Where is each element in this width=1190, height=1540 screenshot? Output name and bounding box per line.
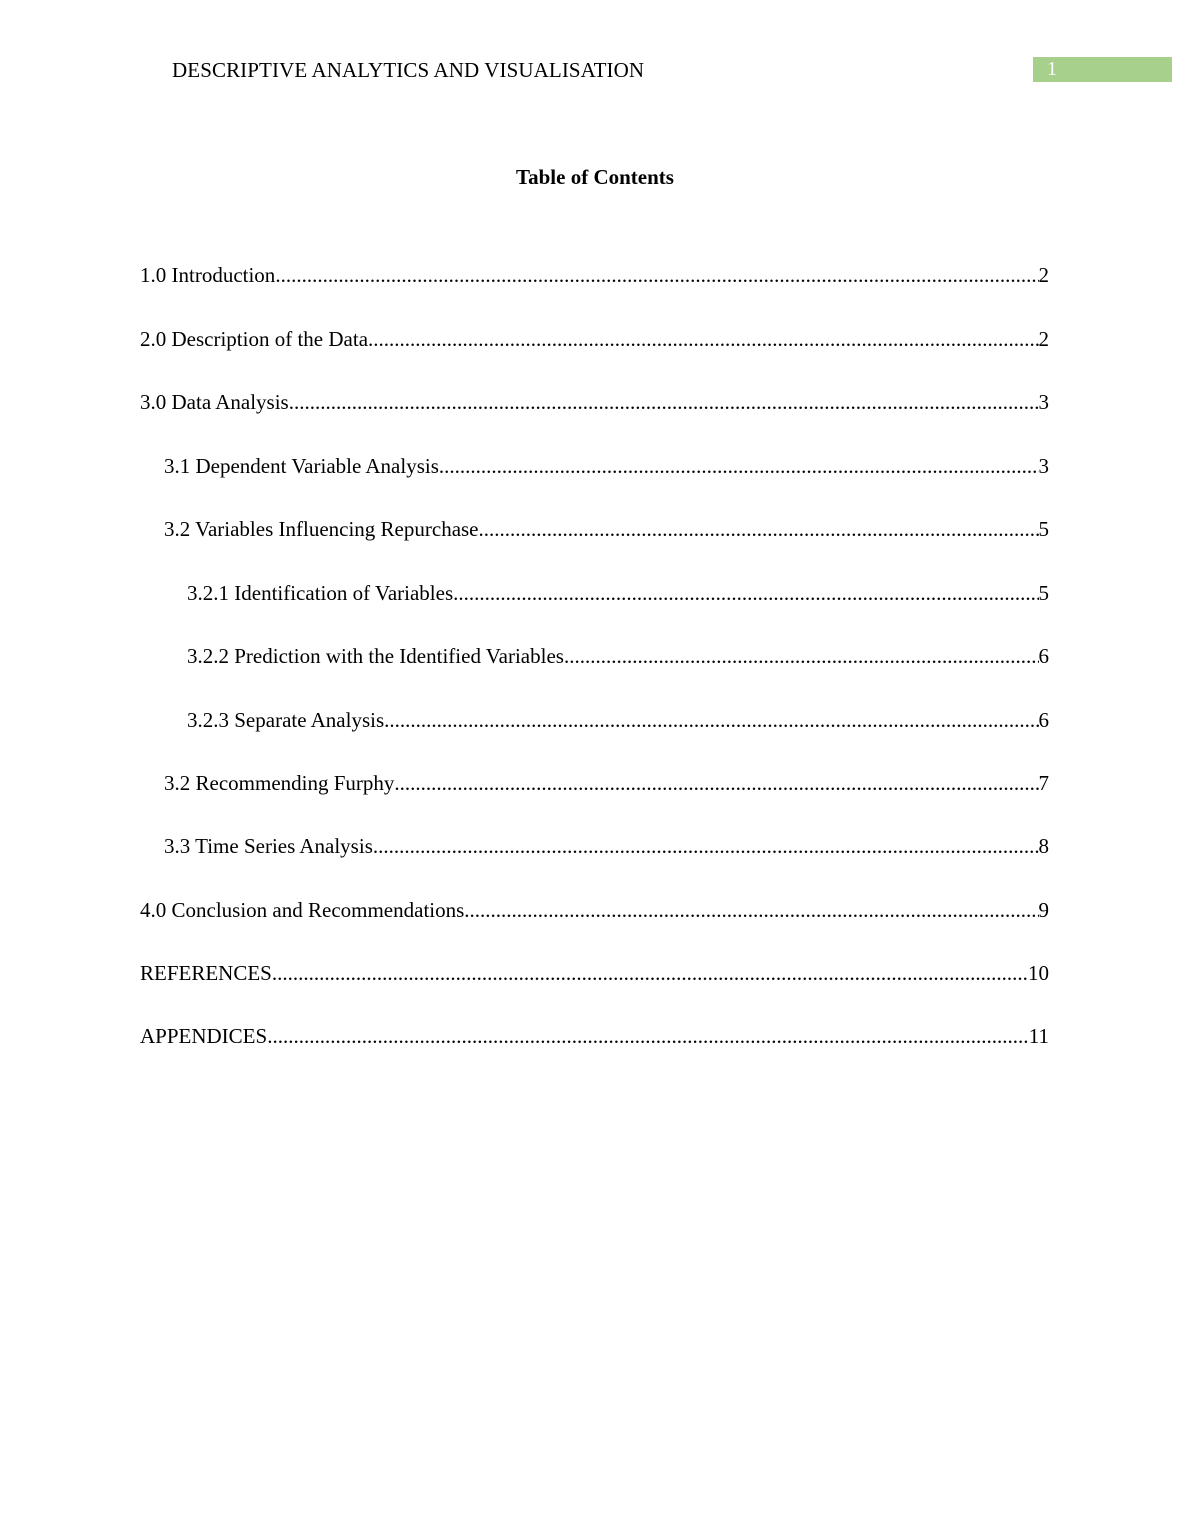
toc-entry-dependent-variable-analysis[interactable] (164, 452, 1049, 480)
dot-leader (272, 959, 1028, 987)
toc-entry-page: 3 (1038, 390, 1049, 414)
toc-entry-label: 3.3 Time Series Analysis (164, 834, 373, 858)
toc-heading: Table of Contents (516, 165, 674, 189)
toc-entry-page: 11 (1028, 1024, 1049, 1048)
dot-leader (289, 388, 1039, 416)
toc-entry-label: 3.2.1 Identification of Variables (187, 581, 454, 605)
toc-entry-label: REFERENCES (140, 961, 272, 985)
toc-entry-variables-influencing-repurchase[interactable] (164, 515, 1049, 543)
dot-leader (267, 1022, 1029, 1050)
toc-entry-introduction[interactable] (140, 261, 1049, 289)
dot-leader (384, 706, 1038, 734)
toc-entry-recommending-furphy[interactable] (164, 769, 1049, 797)
toc-entry-page: 6 (1038, 644, 1049, 668)
dot-leader (479, 515, 1039, 543)
toc-entry-page: 5 (1038, 581, 1049, 605)
toc-entry-prediction-with-identified-variables[interactable] (187, 642, 1049, 670)
toc-entry-time-series-analysis[interactable] (164, 832, 1049, 860)
dot-leader (464, 896, 1038, 924)
toc-entry-label: 4.0 Conclusion and Recommendations (140, 898, 465, 922)
toc-entry-separate-analysis[interactable] (187, 706, 1049, 734)
toc-entry-description-of-data[interactable] (140, 325, 1049, 353)
toc-entry-references[interactable] (140, 959, 1049, 987)
dot-leader (439, 452, 1039, 480)
toc-entry-page: 7 (1038, 771, 1049, 795)
toc-entry-label: 3.0 Data Analysis (140, 390, 289, 414)
dot-leader (394, 769, 1038, 797)
toc-entry-identification-of-variables[interactable] (187, 579, 1049, 607)
toc-entry-page: 2 (1038, 327, 1049, 351)
toc-entry-label: 2.0 Description of the Data (140, 327, 369, 351)
toc-entry-label: 3.1 Dependent Variable Analysis (164, 454, 439, 478)
toc-entry-label: 1.0 Introduction (140, 263, 276, 287)
dot-leader (453, 579, 1038, 607)
dot-leader (368, 325, 1038, 353)
dot-leader (564, 642, 1039, 670)
toc-entry-label: 3.2 Variables Influencing Repurchase (164, 517, 479, 541)
toc-entry-data-analysis[interactable] (140, 388, 1049, 416)
toc-entry-label: 3.2.2 Prediction with the Identified Variables (187, 644, 564, 668)
toc-entry-appendices[interactable] (140, 1022, 1049, 1050)
dot-leader (373, 832, 1039, 860)
toc-entry-label: APPENDICES (140, 1024, 268, 1048)
toc-entry-page: 3 (1038, 454, 1049, 478)
toc-entry-label: 3.2.3 Separate Analysis (187, 708, 385, 732)
toc-entry-page: 9 (1038, 898, 1049, 922)
toc-entry-page: 2 (1038, 263, 1049, 287)
toc-entry-label: 3.2 Recommending Furphy (164, 771, 395, 795)
toc-entry-page: 5 (1038, 517, 1049, 541)
running-head-title: DESCRIPTIVE ANALYTICS AND VISUALISATION (172, 58, 645, 82)
toc-entry-conclusion-and-recommendations[interactable] (140, 896, 1049, 924)
toc-entry-page: 8 (1038, 834, 1049, 858)
toc-entry-page: 10 (1028, 961, 1049, 985)
toc-entry-page: 6 (1038, 708, 1049, 732)
dot-leader (275, 261, 1038, 289)
page-number: 1 (1047, 58, 1057, 80)
